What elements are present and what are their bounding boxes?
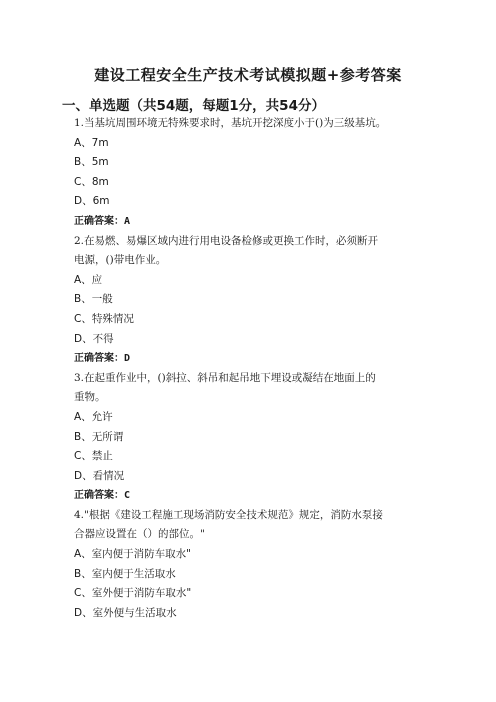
option-c: C、室外便于消防车取水": [74, 587, 192, 600]
question-block: [74, 369, 444, 506]
option-b: B、5m: [74, 156, 109, 169]
answer-key: 正确答案：C: [74, 490, 131, 502]
question-list: [74, 114, 444, 623]
option-a: A、室内便于消防车取水": [74, 548, 192, 561]
question-stem-continued: 重物。: [74, 391, 106, 404]
question-stem-continued: 电源，()带电作业。: [74, 254, 167, 267]
option-d: D、不得: [74, 332, 114, 345]
question-stem-continued: 合器应设置在（）的部位。": [74, 528, 205, 541]
question-stem: 1.当基坑周围环境无特殊要求时，基坑开挖深度小于()为三级基坑。: [74, 117, 387, 129]
option-b: B、无所谓: [74, 430, 124, 443]
section-heading: 一、单选题（共54题，每题1分，共54分）: [62, 98, 325, 114]
option-d: D、室外便与生活取水: [74, 606, 177, 619]
answer-key: 正确答案：A: [74, 215, 131, 227]
question-block: [74, 506, 444, 624]
option-b: B、室内便于生活取水: [74, 567, 176, 580]
question-stem: 2.在易燃、易爆区域内进行用电设备检修或更换工作时，必须断开: [74, 234, 379, 247]
question-block: [74, 232, 444, 369]
option-c: C、特殊情况: [74, 312, 134, 325]
option-c: C、8m: [74, 175, 109, 188]
answer-key: 正确答案：D: [74, 353, 131, 365]
question-stem: 3.在起重作业中，()斜拉、斜吊和起吊地下埋设或凝结在地面上的: [74, 371, 376, 384]
option-a: A、允许: [74, 410, 113, 423]
option-a: A、7m: [74, 136, 109, 149]
option-b: B、一般: [74, 293, 113, 306]
question-stem: 4."根据《建设工程施工现场消防安全技术规范》规定，消防水泵接: [74, 508, 383, 521]
question-block: [74, 114, 444, 232]
option-a: A、应: [74, 273, 103, 286]
option-c: C、禁止: [74, 450, 113, 463]
option-d: D、看情况: [74, 469, 125, 482]
option-d: D、6m: [74, 195, 110, 208]
document-title: 建设工程安全生产技术考试模拟题+参考答案: [94, 66, 402, 84]
